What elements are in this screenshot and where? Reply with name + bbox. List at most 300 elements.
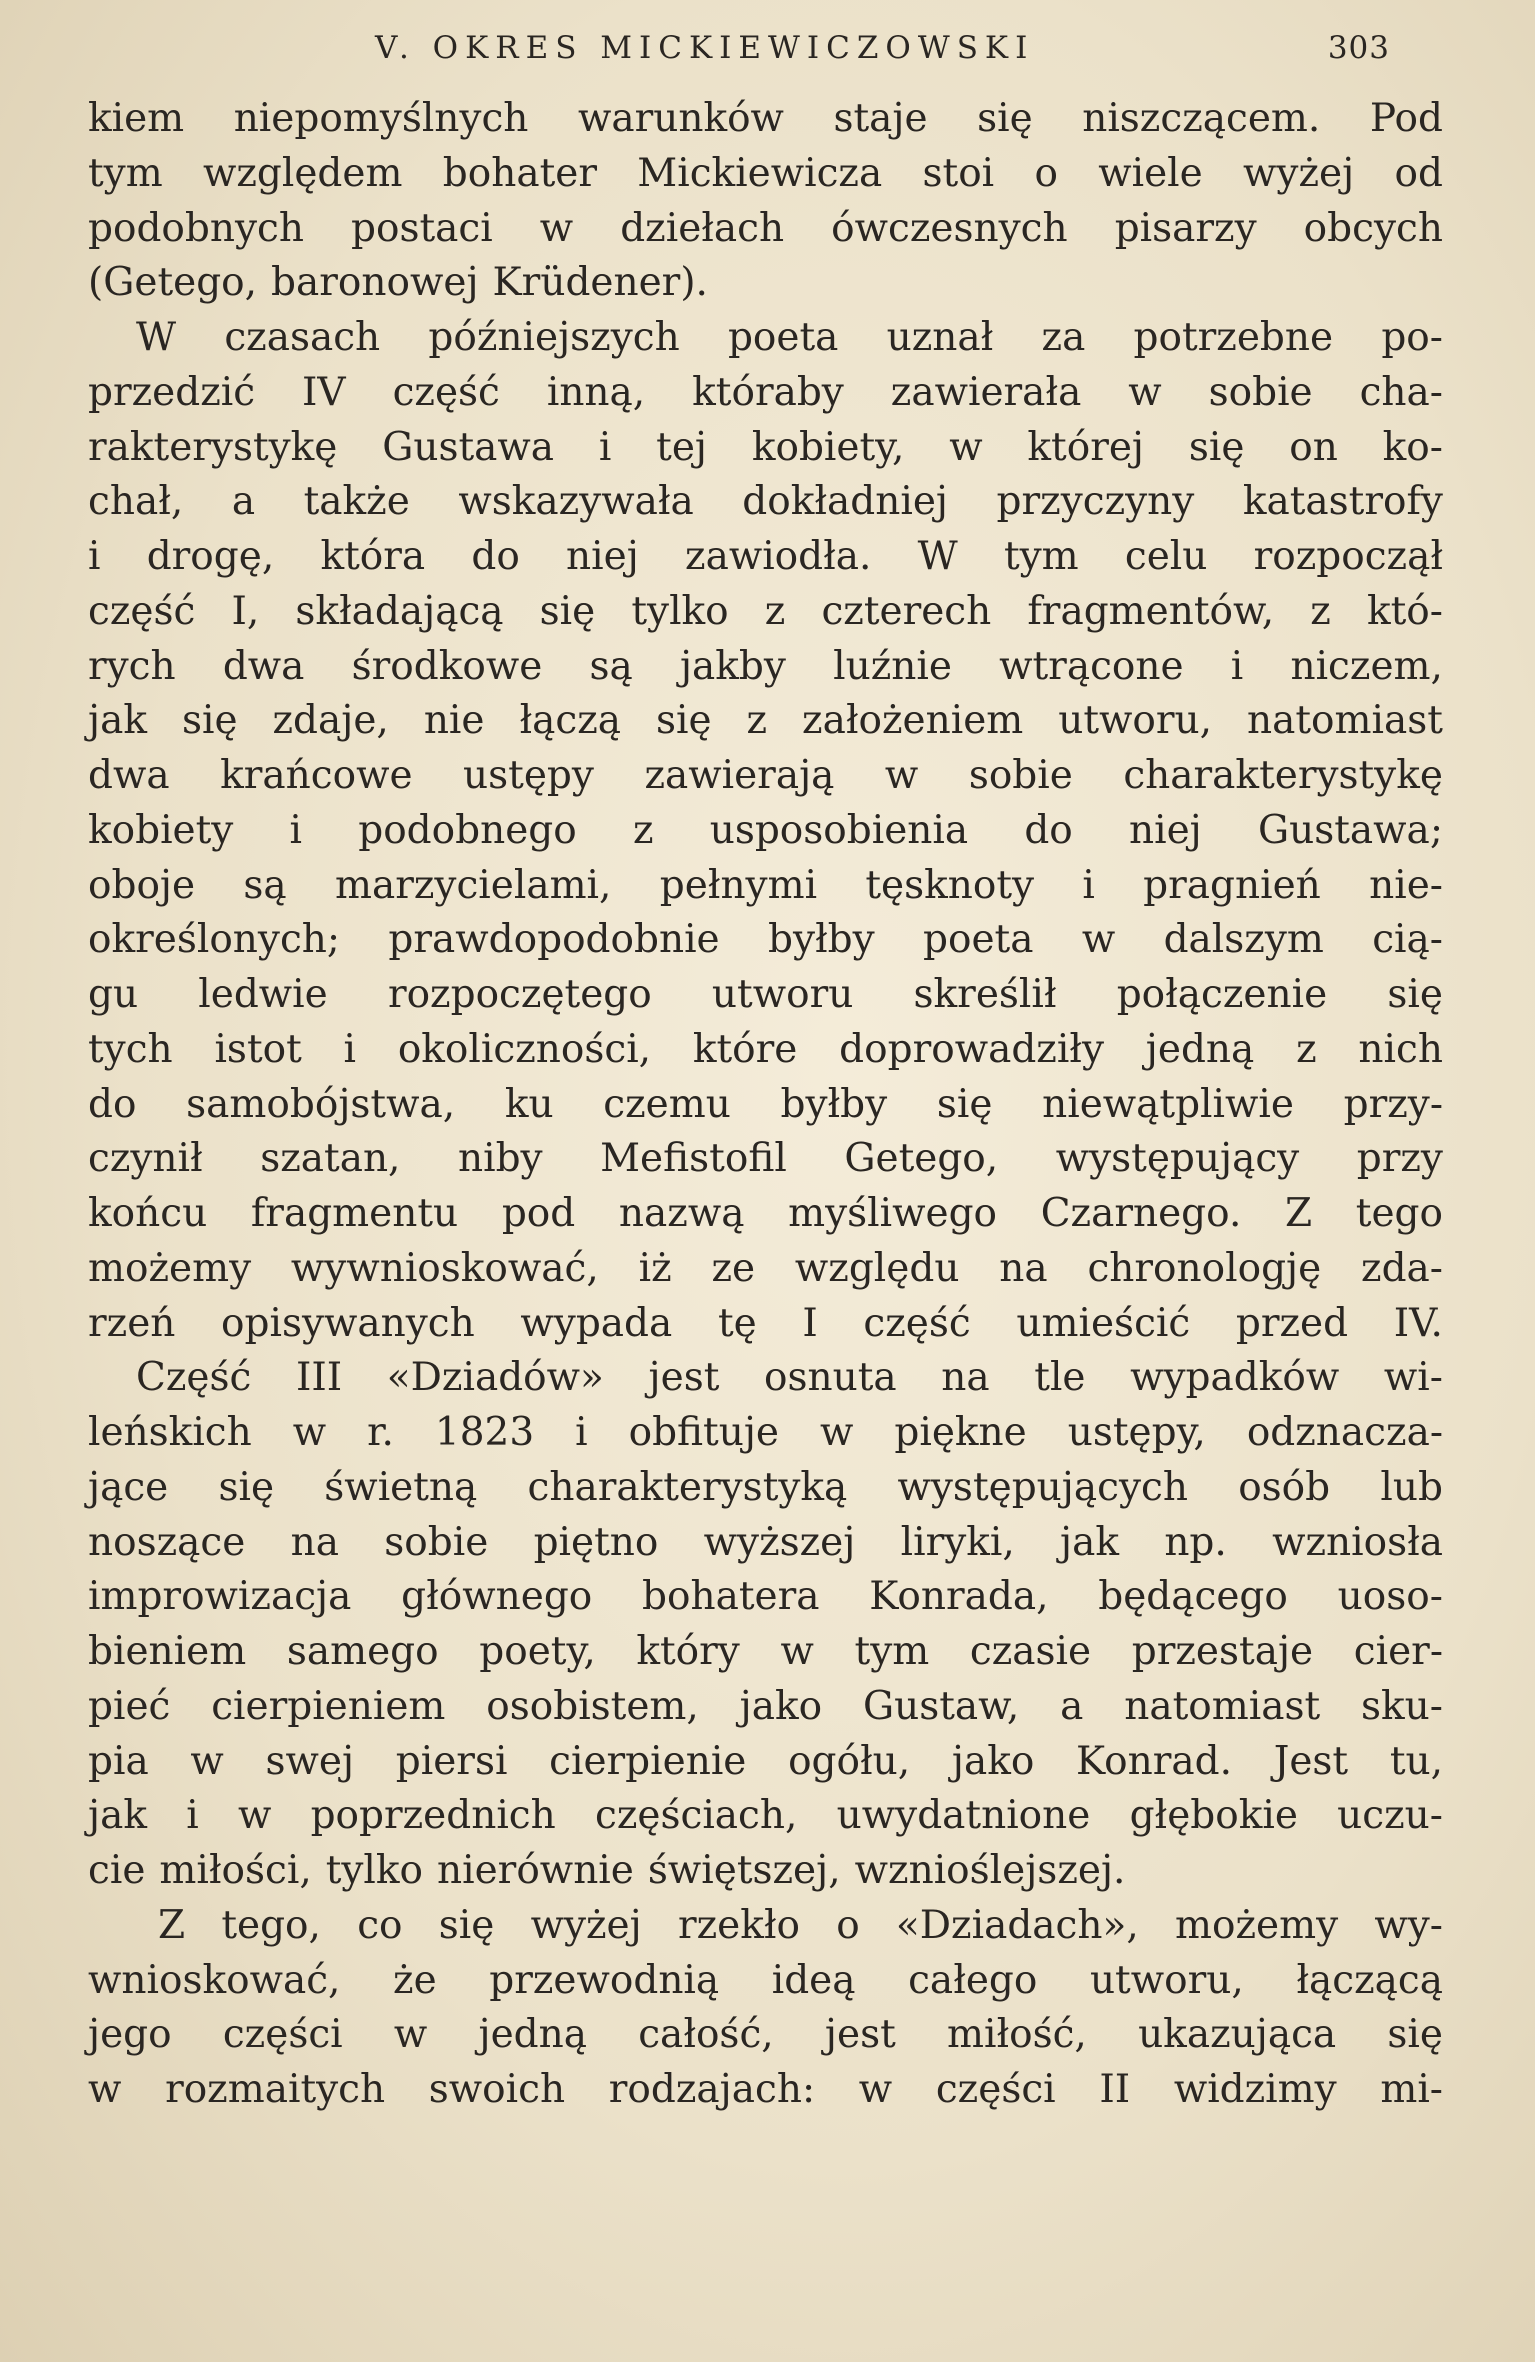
text-line bbox=[88, 1899, 1443, 1954]
word: część bbox=[88, 588, 196, 634]
word: utworu, bbox=[1089, 1957, 1244, 2003]
text-line bbox=[88, 147, 1443, 202]
word: głębokie bbox=[1129, 1793, 1298, 1839]
text-line bbox=[88, 1844, 1443, 1899]
word: możemy bbox=[88, 1245, 252, 1291]
word: jest bbox=[824, 2012, 896, 2058]
word: i bbox=[88, 534, 101, 579]
word: zdaje, bbox=[272, 698, 389, 744]
text-line bbox=[88, 366, 1443, 421]
text-line bbox=[88, 1735, 1443, 1790]
word: w bbox=[1081, 917, 1116, 963]
word: której bbox=[1027, 424, 1145, 470]
word: natomiast bbox=[1124, 1683, 1321, 1729]
word: szatan, bbox=[260, 1136, 401, 1182]
word: ustępy, bbox=[1067, 1410, 1206, 1455]
word: poprzednich bbox=[310, 1793, 556, 1839]
text-line bbox=[88, 1132, 1443, 1187]
word: się bbox=[1387, 972, 1443, 1017]
word: Jest bbox=[1273, 1738, 1349, 1784]
word: r. bbox=[367, 1410, 394, 1455]
word: widzimy bbox=[1173, 2067, 1337, 2112]
word: pełnymi bbox=[659, 862, 818, 908]
word: uznał bbox=[886, 315, 994, 360]
text-line bbox=[88, 694, 1443, 749]
word: I bbox=[802, 1300, 818, 1346]
word: i bbox=[289, 807, 303, 853]
word: a bbox=[231, 479, 256, 525]
page-number: 303 bbox=[1327, 30, 1390, 66]
word: warunków bbox=[577, 96, 784, 141]
word: jedną bbox=[1145, 1026, 1255, 1072]
word: okoliczności, bbox=[397, 1026, 652, 1072]
word: w bbox=[858, 2067, 893, 2112]
word: na bbox=[999, 1245, 1048, 1291]
word: i bbox=[598, 424, 612, 470]
word: IV bbox=[302, 369, 346, 415]
word: także bbox=[303, 479, 410, 525]
word: III bbox=[295, 1355, 343, 1401]
word: rzeń bbox=[88, 1300, 176, 1346]
word: Getego, bbox=[844, 1136, 999, 1182]
word: gu bbox=[88, 972, 139, 1017]
word: się bbox=[438, 1902, 495, 1948]
word: któ- bbox=[1366, 588, 1443, 634]
word: w bbox=[539, 205, 574, 251]
word: uwydatnione bbox=[836, 1793, 1091, 1839]
word: potrzebne bbox=[1133, 315, 1334, 360]
text-line bbox=[88, 202, 1443, 257]
word: które bbox=[692, 1026, 798, 1072]
word: się bbox=[181, 698, 238, 744]
word: tylko bbox=[631, 588, 729, 634]
word: tej bbox=[656, 424, 708, 470]
text-line bbox=[88, 1625, 1443, 1680]
word: utworu bbox=[711, 972, 854, 1017]
word: 1823 bbox=[434, 1410, 535, 1455]
word: połączenie bbox=[1116, 972, 1328, 1017]
word: ideą bbox=[771, 1957, 856, 2003]
word: I, bbox=[231, 588, 260, 634]
word: wypada bbox=[520, 1300, 673, 1346]
word: Gustawa; bbox=[1257, 807, 1443, 853]
word: swej bbox=[265, 1738, 355, 1784]
word: jego bbox=[88, 2012, 172, 2058]
word: niczem, bbox=[1290, 643, 1443, 689]
word: osób bbox=[1238, 1464, 1331, 1510]
word: Z bbox=[158, 1902, 186, 1948]
word: częściach, bbox=[595, 1793, 798, 1839]
word: jakby bbox=[679, 643, 786, 689]
word: rodzajach: bbox=[608, 2067, 816, 2112]
running-header bbox=[375, 30, 1390, 74]
word: jące bbox=[88, 1464, 169, 1510]
word: się bbox=[539, 588, 596, 634]
word: i bbox=[1082, 862, 1095, 908]
word: jest bbox=[648, 1355, 720, 1401]
word: czasach bbox=[224, 315, 381, 360]
word: i bbox=[343, 1026, 357, 1072]
word: jako bbox=[739, 1683, 823, 1729]
word: iż bbox=[638, 1245, 672, 1291]
word: są bbox=[589, 643, 633, 689]
word: w bbox=[88, 2067, 122, 2112]
word: że bbox=[393, 1957, 437, 2003]
word: odznacza- bbox=[1246, 1410, 1443, 1455]
word: wnioskować, bbox=[88, 1957, 341, 2003]
word: dwa bbox=[222, 643, 305, 689]
word: tym bbox=[854, 1629, 930, 1674]
text-line bbox=[88, 1187, 1443, 1242]
word: całość, bbox=[638, 2012, 774, 2058]
word: uczu- bbox=[1337, 1793, 1443, 1839]
word: przewodnią bbox=[489, 1957, 720, 2003]
word: czasie bbox=[969, 1629, 1092, 1674]
word: ko- bbox=[1382, 424, 1443, 470]
text-line bbox=[88, 475, 1443, 530]
word: miłości, bbox=[159, 1848, 312, 1893]
word: sobie bbox=[968, 753, 1073, 798]
word: z bbox=[1310, 588, 1331, 634]
word: leńskich bbox=[88, 1410, 252, 1455]
word: od bbox=[1394, 150, 1443, 196]
word: rakterystykę bbox=[88, 424, 338, 470]
word: względu bbox=[794, 1245, 960, 1291]
word: się bbox=[1188, 424, 1245, 470]
word: stoi bbox=[922, 150, 995, 196]
word: do bbox=[471, 534, 520, 579]
word: luźnie bbox=[833, 643, 952, 689]
word: występujący bbox=[1055, 1136, 1300, 1182]
word: któraby bbox=[692, 369, 844, 415]
word: Czarnego. bbox=[1040, 1191, 1242, 1236]
word: względem bbox=[202, 150, 403, 196]
word: przestaje bbox=[1131, 1629, 1314, 1674]
word: określonych; bbox=[88, 917, 341, 963]
word: czterech bbox=[821, 588, 992, 634]
word: celu bbox=[1124, 534, 1208, 579]
word: fragmentu bbox=[250, 1191, 459, 1236]
word: skreślił bbox=[913, 972, 1057, 1017]
word: «Dziadów» bbox=[386, 1355, 604, 1401]
word: części bbox=[935, 2067, 1056, 2112]
word: się bbox=[977, 96, 1033, 141]
word: nierównie bbox=[437, 1848, 634, 1893]
word: niepomyślnych bbox=[233, 96, 529, 141]
word: ogółu, bbox=[788, 1738, 911, 1784]
word: Część bbox=[136, 1355, 252, 1401]
word: «Dziadach», bbox=[895, 1902, 1139, 1948]
word: osnuta bbox=[764, 1355, 897, 1401]
word: po- bbox=[1381, 315, 1443, 360]
text-line bbox=[88, 1406, 1443, 1461]
word: W bbox=[136, 315, 177, 360]
word: niewątpliwie bbox=[1042, 1081, 1294, 1127]
word: Mefistofil bbox=[600, 1136, 787, 1182]
word: o bbox=[1034, 150, 1058, 196]
word: bieniem bbox=[88, 1629, 247, 1674]
word: wznioślejszej. bbox=[854, 1848, 1126, 1893]
word: wzniosła bbox=[1272, 1519, 1443, 1565]
word: rozpoczętego bbox=[387, 972, 652, 1017]
text-line bbox=[88, 1351, 1443, 1406]
word: tle bbox=[1034, 1355, 1086, 1401]
word: występujących bbox=[897, 1464, 1188, 1510]
word: tu, bbox=[1389, 1738, 1443, 1784]
word: która bbox=[320, 534, 426, 579]
word: tego bbox=[1355, 1191, 1443, 1236]
text-line bbox=[88, 1023, 1443, 1078]
text-line bbox=[88, 1516, 1443, 1571]
word: tych bbox=[88, 1026, 173, 1072]
word: pisarzy bbox=[1114, 205, 1257, 251]
word: założeniem bbox=[802, 698, 1024, 744]
word: cierpieniem bbox=[211, 1683, 446, 1729]
word: przyczyny bbox=[996, 479, 1195, 525]
word: kobiety, bbox=[751, 424, 905, 470]
word: przy bbox=[1356, 1136, 1443, 1182]
word: cier- bbox=[1353, 1629, 1443, 1674]
word: prawdopodobnie bbox=[388, 917, 720, 963]
word: tym bbox=[1003, 534, 1079, 579]
text-line bbox=[88, 640, 1443, 695]
word: się bbox=[1387, 2012, 1443, 2058]
text-line bbox=[88, 530, 1443, 585]
word: składającą bbox=[295, 588, 504, 634]
word: IV. bbox=[1393, 1300, 1443, 1346]
word: rozmaitych bbox=[165, 2067, 386, 2112]
word: tę bbox=[717, 1300, 757, 1346]
word: Mickiewicza bbox=[637, 150, 883, 196]
text-line bbox=[88, 804, 1443, 859]
word: pod bbox=[501, 1191, 576, 1236]
word: piersi bbox=[395, 1738, 508, 1784]
word: postaci bbox=[351, 205, 493, 251]
word: utworu, bbox=[1058, 698, 1213, 744]
text-line bbox=[88, 1461, 1443, 1516]
word: rych bbox=[88, 643, 176, 689]
word: wskazywała bbox=[458, 479, 694, 525]
word: przed bbox=[1235, 1300, 1349, 1346]
word: swoich bbox=[428, 2067, 566, 2112]
word: jak bbox=[88, 698, 147, 744]
word: łączą bbox=[519, 698, 621, 744]
word: opisywanych bbox=[221, 1300, 475, 1346]
word: świetną bbox=[324, 1464, 478, 1510]
word: cie bbox=[88, 1848, 146, 1893]
word: pia bbox=[88, 1738, 149, 1784]
word: (Getego, bbox=[88, 260, 258, 306]
word: oboje bbox=[88, 862, 196, 908]
word: osobistem, bbox=[486, 1683, 699, 1729]
word: uoso- bbox=[1337, 1574, 1443, 1620]
word: samego bbox=[286, 1629, 439, 1674]
word: z bbox=[1296, 1026, 1317, 1072]
text-line bbox=[88, 1242, 1443, 1297]
word: piętno bbox=[533, 1519, 659, 1565]
word: jako bbox=[951, 1738, 1035, 1784]
word: łączącą bbox=[1296, 1957, 1443, 2003]
word: całego bbox=[908, 1957, 1038, 2003]
word: improwizacja bbox=[88, 1574, 352, 1620]
word: charakterystyką bbox=[527, 1464, 848, 1510]
word: miłość, bbox=[947, 2012, 1087, 2058]
word: zda- bbox=[1361, 1245, 1443, 1291]
word: niby bbox=[458, 1136, 543, 1182]
word: jedną bbox=[478, 2012, 587, 2058]
word: i bbox=[575, 1410, 588, 1455]
word: wywnioskować, bbox=[290, 1245, 599, 1291]
text-line bbox=[88, 421, 1443, 476]
word: w bbox=[949, 424, 983, 470]
word: Gustaw, bbox=[862, 1683, 1020, 1729]
word: dziełach bbox=[620, 205, 785, 251]
word: nie- bbox=[1369, 862, 1443, 908]
word: inną, bbox=[546, 369, 646, 415]
word: rozpoczął bbox=[1253, 534, 1443, 579]
text-line bbox=[88, 1954, 1443, 2009]
word: wiele bbox=[1098, 150, 1203, 196]
word: nazwą bbox=[618, 1191, 745, 1236]
word: rzekło bbox=[677, 1902, 800, 1948]
word: usposobienia bbox=[709, 807, 969, 853]
word: cha- bbox=[1359, 369, 1443, 415]
word: głównego bbox=[401, 1574, 593, 1620]
text-line bbox=[88, 1680, 1443, 1735]
word: ku bbox=[504, 1081, 554, 1127]
word: sobie bbox=[384, 1519, 489, 1565]
word: się bbox=[936, 1081, 993, 1127]
word: charakterystykę bbox=[1123, 753, 1443, 798]
word: czemu bbox=[603, 1081, 731, 1127]
word: Pod bbox=[1369, 96, 1443, 141]
word: na bbox=[941, 1355, 990, 1401]
word: niej bbox=[1129, 807, 1202, 853]
word: wtrącone bbox=[999, 643, 1184, 689]
text-line bbox=[88, 585, 1443, 640]
word: np. bbox=[1164, 1519, 1227, 1565]
word: za bbox=[1041, 315, 1086, 360]
text-line bbox=[88, 749, 1443, 804]
word: pragnień bbox=[1143, 862, 1321, 908]
word: wyżej bbox=[1243, 150, 1355, 196]
word: ze bbox=[711, 1245, 756, 1291]
word: co bbox=[357, 1902, 403, 1948]
word: ledwie bbox=[198, 972, 328, 1017]
word: końcu bbox=[88, 1191, 208, 1236]
text-line bbox=[88, 968, 1443, 1023]
word: niszczącem. bbox=[1082, 96, 1321, 141]
word: sobie bbox=[1208, 369, 1313, 415]
word: obfituje bbox=[628, 1410, 780, 1455]
word: poeta bbox=[727, 315, 839, 360]
word: natomiast bbox=[1247, 698, 1443, 744]
word: część bbox=[863, 1300, 971, 1346]
word: w bbox=[292, 1410, 327, 1455]
word: tylko bbox=[325, 1848, 424, 1893]
word: kobiety bbox=[88, 807, 234, 853]
word: dokładniej bbox=[742, 479, 948, 525]
word: z bbox=[746, 698, 768, 744]
word: i bbox=[1230, 643, 1244, 689]
word: fragmentów, bbox=[1027, 588, 1275, 634]
word: umieścić bbox=[1016, 1300, 1191, 1346]
word: z bbox=[764, 588, 786, 634]
word: on bbox=[1289, 424, 1338, 470]
text-line bbox=[88, 859, 1443, 914]
word: mi- bbox=[1380, 2067, 1443, 2112]
word: ukazująca bbox=[1138, 2012, 1337, 2058]
word: w bbox=[393, 2012, 428, 2058]
word: bohatera bbox=[642, 1574, 820, 1620]
word: kiem bbox=[88, 96, 185, 141]
word: drogę, bbox=[146, 534, 275, 579]
word: w bbox=[820, 1410, 854, 1455]
word: czynił bbox=[88, 1136, 203, 1182]
word: wypadków bbox=[1130, 1355, 1340, 1401]
word: lub bbox=[1380, 1464, 1443, 1510]
word: wyżej bbox=[530, 1902, 642, 1948]
word: Krüdener). bbox=[492, 260, 708, 306]
word: zawierają bbox=[644, 753, 835, 798]
word: wyższej bbox=[703, 1519, 856, 1565]
word: do bbox=[88, 1081, 137, 1127]
word: samobójstwa, bbox=[186, 1081, 456, 1127]
word: staje bbox=[833, 96, 928, 141]
word: myśliwego bbox=[788, 1191, 998, 1236]
word: bohater bbox=[442, 150, 597, 196]
word: dalszym bbox=[1163, 917, 1324, 963]
body-text bbox=[88, 92, 1443, 2118]
word: nie bbox=[423, 698, 485, 744]
word: świętszej, bbox=[647, 1848, 841, 1893]
text-line bbox=[88, 2063, 1443, 2118]
word: przedzić bbox=[88, 369, 256, 415]
word: nich bbox=[1358, 1026, 1443, 1072]
word: i bbox=[186, 1793, 199, 1839]
word: noszące bbox=[88, 1519, 246, 1565]
word: W bbox=[917, 534, 958, 579]
word: zawiodła. bbox=[685, 534, 872, 579]
word: ustępy bbox=[463, 753, 594, 798]
word: w bbox=[884, 753, 919, 798]
word: doprowadziły bbox=[839, 1026, 1104, 1072]
word: tego, bbox=[221, 1902, 321, 1948]
word: są bbox=[243, 862, 287, 908]
word: niej bbox=[566, 534, 639, 579]
text-line bbox=[88, 913, 1443, 968]
word: w bbox=[780, 1629, 814, 1674]
word: marzycielami, bbox=[335, 862, 612, 908]
word: II bbox=[1099, 2067, 1131, 2112]
word: późniejszych bbox=[428, 315, 680, 360]
chapter-title: V. OKRES MICKIEWICZOWSKI bbox=[375, 30, 1035, 66]
word: pieć bbox=[88, 1683, 171, 1729]
word: poeta bbox=[923, 917, 1034, 963]
word: dwa bbox=[88, 753, 170, 798]
word: sku- bbox=[1360, 1683, 1443, 1729]
word: obcych bbox=[1303, 205, 1443, 251]
word: części bbox=[222, 2012, 343, 2058]
word: Gustawa bbox=[382, 424, 555, 470]
text-line bbox=[88, 1078, 1443, 1133]
word: zawierała bbox=[890, 369, 1082, 415]
word: Z bbox=[1285, 1191, 1313, 1236]
word: o bbox=[836, 1902, 860, 1948]
word: tym bbox=[88, 150, 163, 196]
word: podobnych bbox=[88, 205, 304, 251]
word: który bbox=[636, 1629, 740, 1674]
